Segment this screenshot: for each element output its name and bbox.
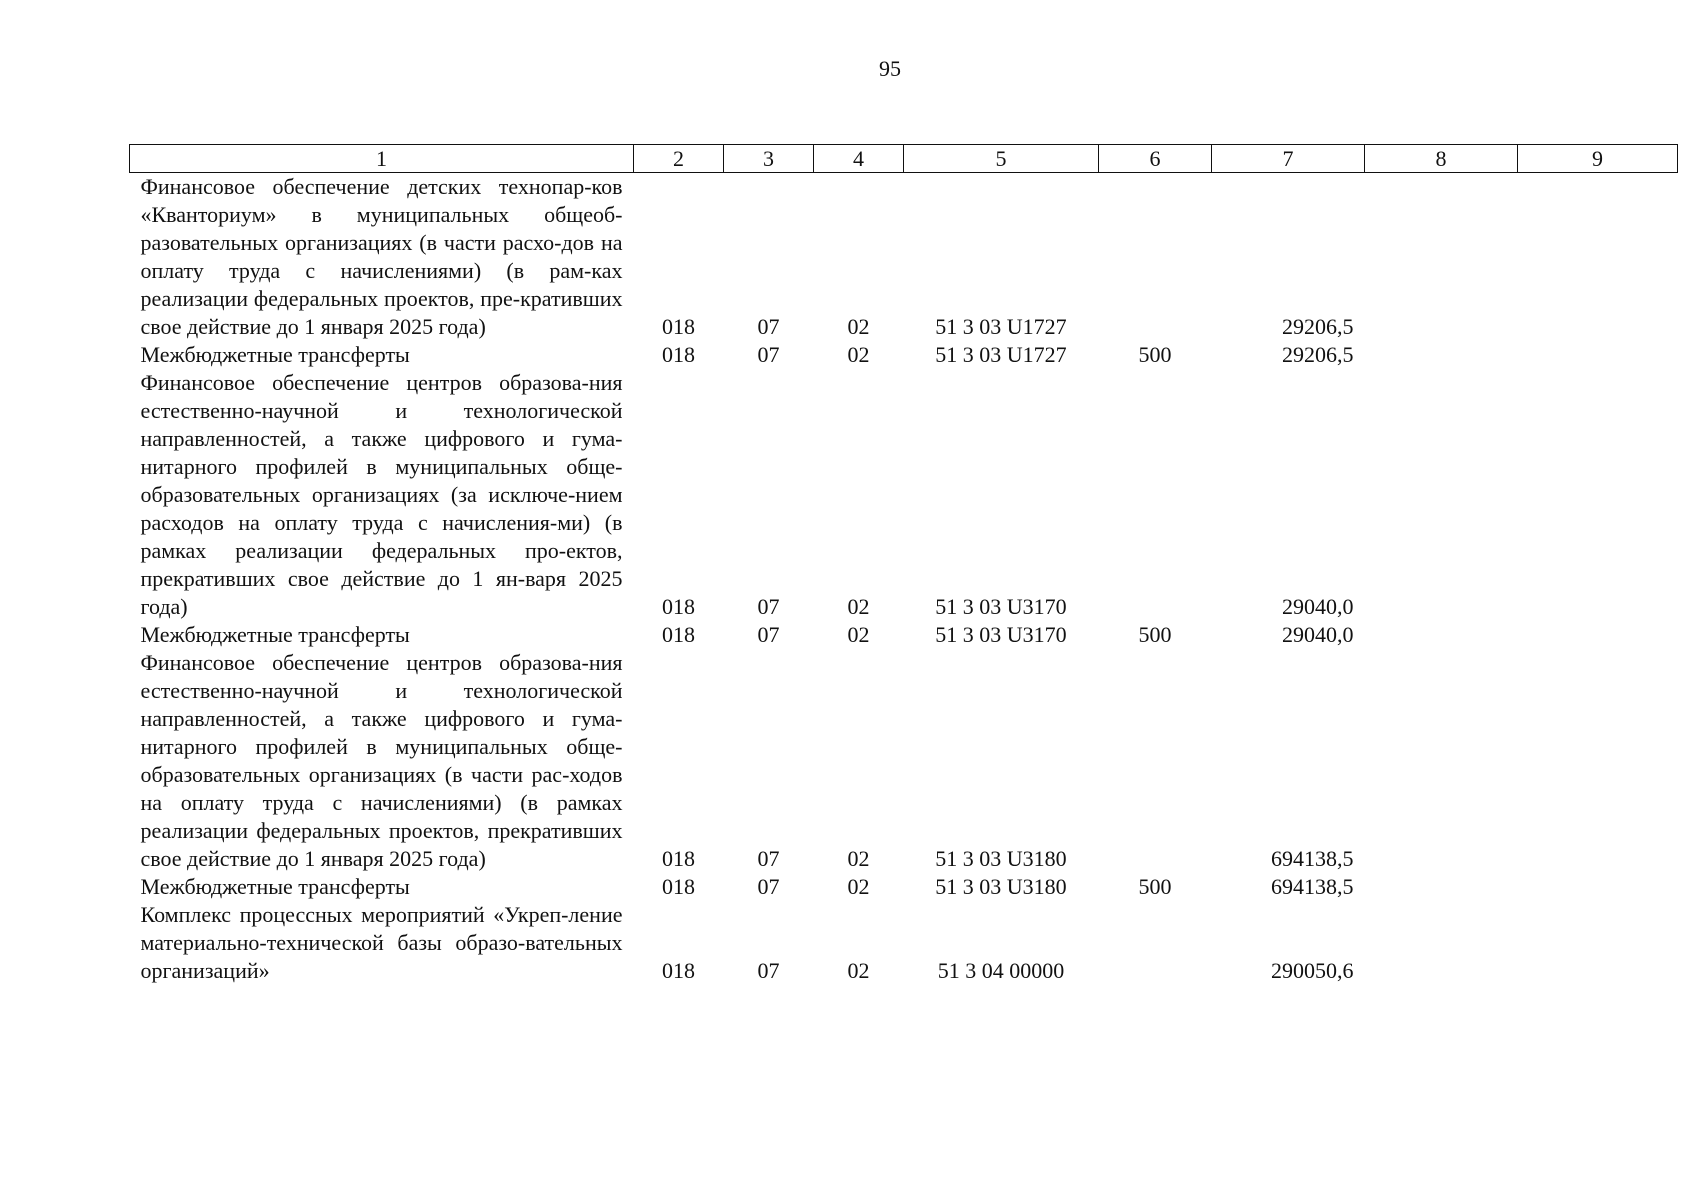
- row-vr: [1099, 901, 1212, 985]
- row-rz: 07: [757, 314, 780, 339]
- table-row: [130, 341, 1678, 369]
- row-sum: 694138,5: [1271, 846, 1354, 871]
- row-csr: 51 3 03 U3170: [935, 622, 1067, 647]
- row-csr: 51 3 03 U3180: [935, 874, 1067, 899]
- row-name: Финансовое обеспечение центров образова-ния естественно-научной и технологической направленностей, а также цифрового и гума-нитарного профилей в муниципальных обще-образовательных организациях (за исключе-нием расходов на оплату труда с начисления-ми) (в рамках реализации федеральных про-ектов, прекративших свое действие до 1 ян-варя 2025 года): [140, 370, 623, 619]
- row-col-8: [1365, 173, 1518, 342]
- row-name: Финансовое обеспечение центров образова-ния естественно-научной и технологической направленностей, а также цифрового и гума-нитарного профилей в муниципальных обще-образовательных организациях (в части рас-ходов на оплату труда с начислениями) (в рамках реализации федеральных проектов, прекративших свое действие до 1 января 2025 года): [140, 650, 623, 871]
- header-col-9: 9: [1518, 145, 1678, 173]
- row-col-8: [1365, 621, 1518, 649]
- header-col-1: 1: [130, 145, 634, 173]
- row-vr: 500: [1138, 874, 1172, 899]
- row-sum: 29206,5: [1282, 342, 1354, 367]
- row-vr: [1099, 649, 1212, 873]
- row-pr: 02: [847, 958, 870, 983]
- row-csr: 51 3 03 U3180: [935, 846, 1067, 871]
- header-col-7: 7: [1212, 145, 1365, 173]
- row-name: Финансовое обеспечение детских технопар-ков «Кванториум» в муниципальных общеоб-разовательных организациях (в части расхо-дов на оплату труда с начислениями) (в рам-ках реализации федеральных проектов, пре-кративших свое действие до 1 января 2025 года): [140, 174, 623, 339]
- row-sum: 290050,6: [1271, 958, 1354, 983]
- row-col-9: [1518, 369, 1678, 621]
- header-col-6: 6: [1099, 145, 1212, 173]
- row-name: Межбюджетные трансферты: [140, 342, 410, 367]
- row-rz: 07: [757, 846, 780, 871]
- row-vr: [1099, 369, 1212, 621]
- row-sum: 29206,5: [1282, 314, 1354, 339]
- header-col-3: 3: [724, 145, 814, 173]
- row-gr: 018: [662, 314, 695, 339]
- row-pr: 02: [847, 342, 870, 367]
- row-col-9: [1518, 173, 1678, 342]
- row-name: Межбюджетные трансферты: [140, 874, 410, 899]
- row-vr: [1099, 173, 1212, 342]
- budget-table: [129, 144, 1678, 985]
- row-gr: 018: [662, 594, 695, 619]
- row-gr: 018: [662, 846, 695, 871]
- page-number: 95: [879, 56, 901, 81]
- row-col-8: [1365, 873, 1518, 901]
- row-csr: 51 3 03 U1727: [935, 342, 1067, 367]
- row-csr: 51 3 03 U1727: [935, 314, 1067, 339]
- row-col-8: [1365, 901, 1518, 985]
- row-vr: 500: [1138, 622, 1172, 647]
- table-row: [130, 901, 1678, 985]
- row-name: Межбюджетные трансферты: [140, 622, 410, 647]
- row-rz: 07: [757, 594, 780, 619]
- row-col-9: [1518, 341, 1678, 369]
- table-row: [130, 621, 1678, 649]
- row-col-9: [1518, 873, 1678, 901]
- table-header-row: [130, 145, 1678, 173]
- table-row: [130, 649, 1678, 873]
- row-col-9: [1518, 621, 1678, 649]
- row-sum: 694138,5: [1271, 874, 1354, 899]
- row-sum: 29040,0: [1282, 594, 1354, 619]
- row-csr: 51 3 03 U3170: [935, 594, 1067, 619]
- row-pr: 02: [847, 594, 870, 619]
- table-row: [130, 369, 1678, 621]
- row-col-8: [1365, 649, 1518, 873]
- row-name: Комплекс процессных мероприятий «Укреп-ление материально-технической базы образо-вательных организаций»: [140, 902, 623, 983]
- row-vr: 500: [1138, 342, 1172, 367]
- row-gr: 018: [662, 342, 695, 367]
- row-gr: 018: [662, 958, 695, 983]
- row-rz: 07: [757, 622, 780, 647]
- row-col-8: [1365, 341, 1518, 369]
- header-col-5: 5: [904, 145, 1099, 173]
- table-row: [130, 873, 1678, 901]
- header-col-8: 8: [1365, 145, 1518, 173]
- row-pr: 02: [847, 846, 870, 871]
- row-sum: 29040,0: [1282, 622, 1354, 647]
- row-gr: 018: [662, 622, 695, 647]
- row-rz: 07: [757, 342, 780, 367]
- row-pr: 02: [847, 622, 870, 647]
- header-col-2: 2: [634, 145, 724, 173]
- row-col-9: [1518, 901, 1678, 985]
- row-pr: 02: [847, 874, 870, 899]
- row-csr: 51 3 04 00000: [937, 958, 1065, 983]
- row-rz: 07: [757, 958, 780, 983]
- row-rz: 07: [757, 874, 780, 899]
- table-row: [130, 173, 1678, 342]
- row-pr: 02: [847, 314, 870, 339]
- row-col-9: [1518, 649, 1678, 873]
- header-col-4: 4: [814, 145, 904, 173]
- row-col-8: [1365, 369, 1518, 621]
- row-gr: 018: [662, 874, 695, 899]
